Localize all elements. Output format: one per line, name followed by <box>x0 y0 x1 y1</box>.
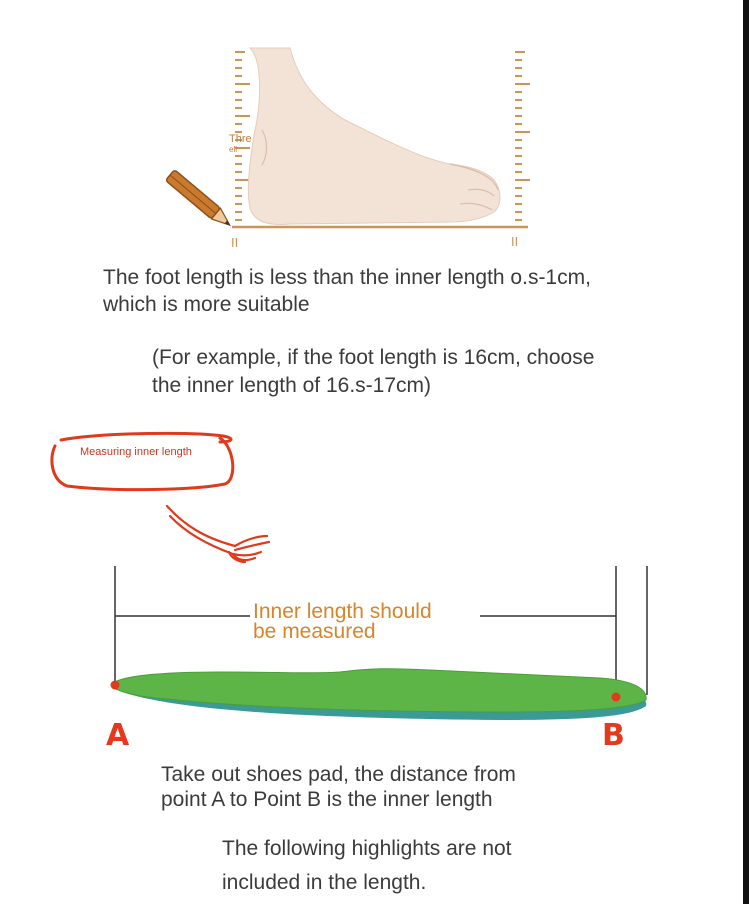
point-a-label: A <box>106 718 130 753</box>
ruler-small-label: Thre <box>229 133 252 145</box>
pointing-hand-icon <box>167 506 269 562</box>
right-ruler <box>515 52 530 220</box>
right-border <box>743 0 749 904</box>
foot-length-note-line2: which is more suitable <box>103 293 310 316</box>
right-ruler-tick-label: II <box>511 234 519 249</box>
point-b-label: B <box>602 718 625 753</box>
pencil-icon <box>166 170 235 231</box>
bubble-label: Measuring inner length <box>80 446 192 458</box>
point-a-marker <box>111 681 120 690</box>
take-out-note-line1: Take out shoes pad, the distance from <box>161 763 516 786</box>
point-b-marker <box>612 693 621 702</box>
inner-length-note-line2: be measured <box>253 620 376 643</box>
foot-measurement-illustration <box>150 40 550 255</box>
highlights-note-line2: included in the length. <box>222 871 427 894</box>
foot-length-note-line1: The foot length is less than the inner length o.s-1cm, <box>103 266 591 289</box>
foot-shape <box>248 48 500 224</box>
example-note-line2: the inner length of 16.s-17cm) <box>152 374 431 397</box>
take-out-note-line2: point A to Point B is the inner length <box>161 788 493 811</box>
inner-length-note-line1: Inner length should <box>253 600 432 623</box>
highlights-note-line1: The following highlights are not <box>222 837 512 860</box>
insole-illustration <box>100 560 660 730</box>
ruler-small-label-2: ell <box>229 145 238 154</box>
left-ruler-tick-label: II <box>231 235 239 250</box>
example-note-line1: (For example, if the foot length is 16cm, choose <box>152 346 595 369</box>
